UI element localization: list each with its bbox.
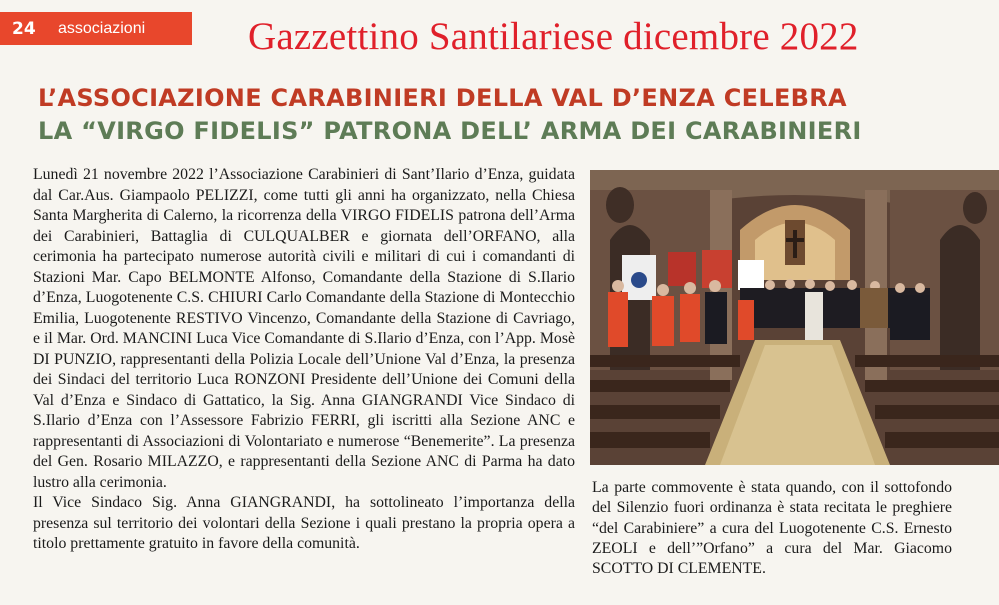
section-label: associazioni bbox=[58, 19, 146, 37]
article-paragraph-1: Lunedì 21 novembre 2022 l’Associazione Carabinieri di Sant’Ilario d’Enza, guidata dal Car.Aus. Giampaolo PELIZZI, come tutti gli anni ha organizzato, nella Chiesa Santa Margherita di Calerno, la ricorrenza della VIRGO FIDELIS patrona dell’Arma dei Carabinieri, Battaglia di CULQUALBER e giornata dell’ORFANO, alla cerimonia ha partecipato numerose autorità civili e militari di cui i comandanti di Stazioni Mar. Capo BELMONTE Alfonso, Comandante della Stazione di S.Ilario d’Enza, Luogotenente C.S. CHIURI Carlo Comandante della Stazione di Montecchio Emilia, Luogotenente RESTIVO Vincenzo, Comandante della Stazione di Cavriago, e il Mar. Ord. MANCINI Luca Vice Comandante di S.Ilario d’Enza, con l’App. Mosè DI PUNZIO, rappresentanti della Polizia Locale dell’Unione Val d’Enza, la presenza dei Sindaci del territorio Luca RONZONI Presidente dell’Unione dei Comuni della Val d’Enza e Sindaco di Gattatico, la Sig. Anna GIANGRANDI Vice Sindaco di S.Ilario d’Enza con l’Assessore Fabrizio FERRI, gli iscritti alla Sezione ANC e rappresentanti di Associazioni di Volontariato e numerose “Benemerite”. La presenza del Gen. Rosario MILAZZO, e rappresentanti della Sezione ANC di Parma ha dato lustro alla cerimonia. bbox=[33, 166, 575, 491]
section-tag bbox=[0, 12, 192, 45]
page-number: 24 bbox=[12, 18, 36, 39]
article-body-right bbox=[592, 478, 952, 579]
article-paragraph-3: La parte commovente è stata quando, con il sottofondo del Silenzio fuori ordinanza è stata recitata le preghiere “del Carabiniere” a cura del Luogotenente C.S. Ernesto ZEOLI e dell’”Orfano” a cura del Mar. Giacomo SCOTTO DI CLEMENTE. bbox=[592, 479, 952, 578]
article-body-left bbox=[33, 165, 575, 555]
article-headline bbox=[38, 82, 968, 148]
article-paragraph-2: Il Vice Sindaco Sig. Anna GIANGRANDI, ha sottolineato l’importanza della presenza sul territorio dei volontari della Sezione i quali prestano la propria opera a titolo prettamente gratuito in favore della comunità. bbox=[33, 494, 575, 552]
church-interior-image bbox=[590, 170, 999, 465]
headline-line-2: LA “VIRGO FIDELIS” PATRONA DELL’ ARMA DEI CARABINIERI bbox=[38, 117, 862, 145]
church-ceremony-photo bbox=[590, 170, 999, 465]
masthead: Gazzettino Santilariese dicembre 2022 bbox=[248, 15, 859, 58]
headline-line-1: L’ASSOCIAZIONE CARABINIERI DELLA VAL D’ENZA CELEBRA bbox=[38, 84, 847, 112]
